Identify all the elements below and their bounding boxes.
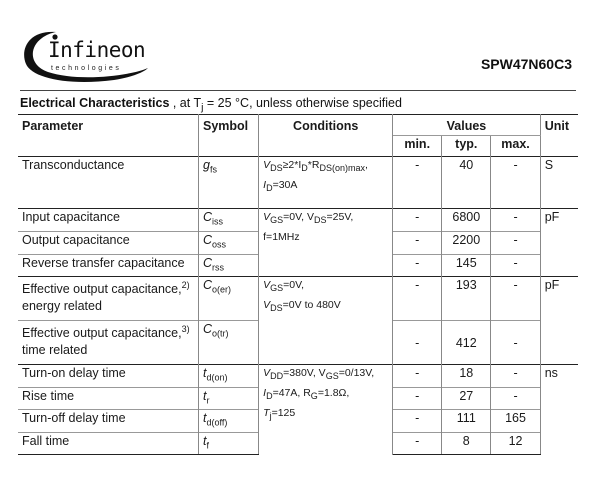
typ-cell: 412 bbox=[442, 321, 491, 365]
param-cell: Input capacitance bbox=[18, 209, 199, 232]
symbol-cell: $C_{o(tr)}$ bbox=[199, 321, 259, 365]
header-max: max. bbox=[491, 136, 540, 157]
typ-cell: 18 bbox=[442, 365, 491, 388]
max-cell: - bbox=[491, 157, 540, 209]
min-cell: - bbox=[393, 277, 442, 321]
param-cell: Turn-off delay time bbox=[18, 410, 199, 433]
max-cell: - bbox=[491, 254, 540, 277]
param-cell: Turn-on delay time bbox=[18, 365, 199, 388]
typ-cell: 40 bbox=[442, 157, 491, 209]
symbol-cell: $g_{fs}$ bbox=[199, 157, 259, 209]
symbol-cell: $C_{iss}$ bbox=[199, 209, 259, 232]
header-typ: typ. bbox=[442, 136, 491, 157]
symbol-cell: $C_{oss}$ bbox=[199, 232, 259, 255]
header-conditions: Conditions bbox=[259, 115, 393, 157]
min-cell: - bbox=[393, 254, 442, 277]
table-row bbox=[18, 157, 578, 209]
table-row bbox=[18, 365, 578, 388]
caption-condition-sub: j bbox=[201, 102, 204, 114]
table-row bbox=[18, 209, 578, 232]
infineon-logo bbox=[18, 26, 158, 88]
header-unit: Unit bbox=[540, 115, 578, 157]
typ-cell: 27 bbox=[442, 387, 491, 410]
typ-cell: 2200 bbox=[442, 232, 491, 255]
table-header-row bbox=[18, 115, 578, 136]
header-divider bbox=[20, 90, 576, 91]
logo-subtext: technologies bbox=[51, 65, 122, 72]
conditions-cell: $V_{DD}=380V$, $V_{GS}=0/13V$, $I_D=47A$, $R_G=1.8\Omega$, $T_j=125$ bbox=[259, 365, 393, 455]
min-cell: - bbox=[393, 432, 442, 455]
logo-wordmark: Infineon bbox=[48, 38, 146, 62]
part-number: SPW47N60C3 bbox=[480, 56, 572, 72]
symbol-cell: $C_{o(er)}$ bbox=[199, 277, 259, 321]
unit-cell: ns bbox=[540, 365, 578, 455]
param-cell: Output capacitance bbox=[18, 232, 199, 255]
max-cell: - bbox=[491, 387, 540, 410]
max-cell: - bbox=[491, 209, 540, 232]
caption-condition: , at T bbox=[169, 96, 202, 110]
min-cell: - bbox=[393, 365, 442, 388]
param-cell: Effective output capacitance,$^{2)}$ energy related bbox=[18, 277, 199, 321]
unit-cell: pF bbox=[540, 277, 578, 365]
typ-cell: 8 bbox=[442, 432, 491, 455]
caption-condition-rest: = 25 °C, unless otherwise specified bbox=[203, 96, 402, 110]
param-cell: Transconductance bbox=[18, 157, 199, 209]
min-cell: - bbox=[393, 209, 442, 232]
typ-cell: 145 bbox=[442, 254, 491, 277]
unit-cell: S bbox=[540, 157, 578, 209]
typ-cell: 6800 bbox=[442, 209, 491, 232]
min-cell: - bbox=[393, 410, 442, 433]
max-cell: - bbox=[491, 365, 540, 388]
symbol-cell: $t_f$ bbox=[199, 432, 259, 455]
min-cell: - bbox=[393, 321, 442, 365]
max-cell: 165 bbox=[491, 410, 540, 433]
symbol-cell: $t_r$ bbox=[199, 387, 259, 410]
conditions-cell: $V_{GS}=0V$, $V_{DS}=0V$ to 480V bbox=[259, 277, 393, 365]
max-cell: - bbox=[491, 232, 540, 255]
header-values: Values bbox=[393, 115, 540, 136]
header-min: min. bbox=[393, 136, 442, 157]
symbol-cell: $t_{d(off)}$ bbox=[199, 410, 259, 433]
caption-title: Electrical Characteristics bbox=[20, 96, 170, 110]
header-symbol: Symbol bbox=[199, 115, 259, 157]
param-cell: Reverse transfer capacitance bbox=[18, 254, 199, 277]
max-cell: - bbox=[491, 321, 540, 365]
unit-cell: pF bbox=[540, 209, 578, 277]
max-cell: - bbox=[491, 277, 540, 321]
min-cell: - bbox=[393, 387, 442, 410]
header-parameter: Parameter bbox=[18, 115, 199, 157]
min-cell: - bbox=[393, 157, 442, 209]
table-caption bbox=[20, 96, 402, 114]
param-cell: Effective output capacitance,$^{3)}$ time related bbox=[18, 321, 199, 365]
symbol-cell: $t_{d(on)}$ bbox=[199, 365, 259, 388]
typ-cell: 193 bbox=[442, 277, 491, 321]
symbol-cell: $C_{rss}$ bbox=[199, 254, 259, 277]
electrical-characteristics-table bbox=[18, 114, 578, 455]
min-cell: - bbox=[393, 232, 442, 255]
max-cell: 12 bbox=[491, 432, 540, 455]
conditions-cell: $V_{DS}\ge 2*I_D*R_{DS(on)max}$, $I_D=30A$ bbox=[259, 157, 393, 209]
table-row bbox=[18, 277, 578, 321]
conditions-cell: $V_{GS}=0V$, $V_{DS}=25V$, f=1MHz bbox=[259, 209, 393, 277]
param-cell: Fall time bbox=[18, 432, 199, 455]
typ-cell: 111 bbox=[442, 410, 491, 433]
param-cell: Rise time bbox=[18, 387, 199, 410]
